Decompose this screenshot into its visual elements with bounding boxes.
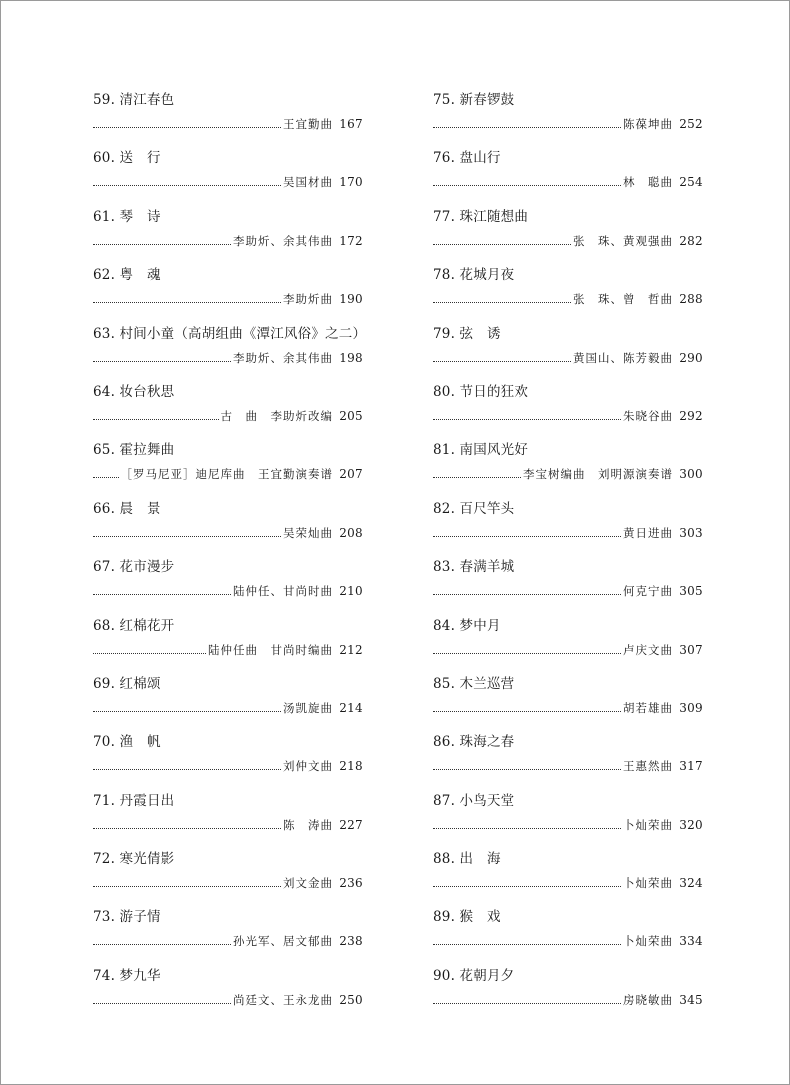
entry-title: 82. 百尺竿头	[433, 500, 515, 517]
dot-leader	[93, 594, 231, 595]
entry-credit: 刘仲文曲	[283, 759, 333, 774]
entry-title: 83. 春满羊城	[433, 559, 515, 576]
entry-page: 205	[339, 408, 363, 423]
toc-entry	[93, 267, 363, 325]
entry-title: 74. 梦九华	[93, 967, 161, 984]
entry-credit: 李宝树编曲 刘明源演奏谱	[523, 467, 673, 482]
dot-leader	[433, 828, 621, 829]
dot-leader	[433, 127, 621, 128]
entry-page: 309	[679, 700, 703, 715]
entry-title: 77. 珠江随想曲	[433, 208, 529, 225]
entry-credit: 陈 涛曲	[283, 817, 333, 832]
toc-entry	[433, 851, 703, 909]
entry-page: 208	[339, 525, 363, 540]
entry-page: 172	[339, 233, 363, 248]
dot-leader	[93, 477, 119, 478]
entry-title: 59. 清江春色	[93, 92, 175, 108]
dot-leader	[433, 419, 621, 420]
entry-credit: 黄日进曲	[623, 525, 673, 540]
dot-leader	[93, 769, 281, 770]
dot-leader	[93, 1003, 231, 1004]
dot-leader	[433, 302, 571, 303]
toc-entry	[93, 968, 363, 1026]
toc-column-right	[433, 92, 703, 1026]
entry-credit: 刘文金曲	[283, 876, 333, 891]
entry-title: 68. 红棉花开	[93, 617, 175, 634]
toc-column-left	[93, 92, 367, 1026]
entry-title: 63. 村间小童（高胡组曲《潭江风俗》之二）	[93, 325, 367, 342]
dot-leader	[433, 944, 621, 945]
entry-credit: 卜灿荣曲	[623, 934, 673, 949]
dot-leader	[93, 244, 231, 245]
entry-title: 65. 霍拉舞曲	[93, 442, 175, 459]
dot-leader	[433, 477, 521, 478]
toc-entry	[433, 150, 703, 208]
toc-entry	[433, 501, 703, 559]
entry-credit: 黄国山、陈芳毅曲	[573, 350, 673, 365]
entry-page: 198	[339, 350, 363, 365]
toc-entry	[433, 442, 703, 500]
dot-leader	[93, 653, 206, 654]
toc-entry	[93, 618, 363, 676]
entry-title: 72. 寒光倩影	[93, 851, 175, 868]
entry-page: 207	[339, 467, 363, 482]
toc-entry	[433, 793, 703, 851]
entry-title: 79. 弦 诱	[433, 325, 501, 342]
dot-leader	[433, 361, 571, 362]
entry-title: 70. 渔 帆	[93, 734, 161, 751]
entry-credit: 卜灿荣曲	[623, 876, 673, 891]
toc-entry	[93, 501, 363, 559]
entry-page: 218	[339, 759, 363, 774]
toc-entry	[93, 442, 363, 500]
entry-credit: 张 珠、曾 哲曲	[573, 292, 673, 307]
entry-title: 64. 妆台秋思	[93, 383, 175, 400]
entry-title: 80. 节日的狂欢	[433, 383, 529, 400]
entry-title: 88. 出 海	[433, 851, 501, 868]
entry-credit: 张 珠、黄观强曲	[573, 233, 673, 248]
entry-page: 250	[339, 992, 363, 1007]
entry-credit: 何克宁曲	[623, 584, 673, 599]
toc-entry	[93, 325, 367, 384]
toc-entry	[433, 968, 703, 1026]
entry-page: 227	[339, 817, 363, 832]
entry-title: 85. 木兰巡营	[433, 675, 515, 692]
toc-entry	[93, 209, 363, 267]
dot-leader	[433, 886, 621, 887]
toc-entry	[93, 150, 363, 208]
entry-page: 324	[679, 876, 703, 891]
entry-page: 300	[679, 467, 703, 482]
entry-title: 62. 粤 魂	[93, 267, 161, 284]
entry-credit: 卜灿荣曲	[623, 817, 673, 832]
dot-leader	[93, 302, 281, 303]
dot-leader	[93, 536, 281, 537]
entry-credit: 林 聪曲	[623, 175, 673, 190]
entry-title: 61. 琴 诗	[93, 208, 161, 225]
dot-leader	[93, 361, 231, 362]
toc-entry	[93, 909, 363, 967]
toc-entry	[93, 676, 363, 734]
dot-leader	[433, 711, 621, 712]
toc-entry	[433, 209, 703, 267]
entry-title: 86. 珠海之春	[433, 734, 515, 751]
dot-leader	[93, 828, 281, 829]
entry-title: 75. 新春锣鼓	[433, 92, 515, 108]
entry-credit: 胡若雄曲	[623, 700, 673, 715]
dot-leader	[433, 185, 621, 186]
entry-credit: 朱晓谷曲	[623, 408, 673, 423]
entry-page: 190	[339, 292, 363, 307]
toc-entry	[93, 384, 363, 442]
entry-page: 305	[679, 584, 703, 599]
entry-title: 87. 小鸟天堂	[433, 792, 515, 809]
toc-entry	[93, 734, 363, 792]
entry-page: 252	[679, 117, 703, 131]
toc-entry	[433, 909, 703, 967]
toc-entry	[433, 618, 703, 676]
entry-page: 345	[679, 992, 703, 1007]
entry-page: 210	[339, 584, 363, 599]
dot-leader	[93, 944, 231, 945]
entry-credit: 李助炘曲	[283, 292, 333, 307]
toc-entry	[433, 384, 703, 442]
entry-page: 236	[339, 876, 363, 891]
entry-credit: 王惠然曲	[623, 759, 673, 774]
toc-entry	[93, 793, 363, 851]
dot-leader	[93, 127, 281, 128]
entry-title: 66. 晨 景	[93, 500, 161, 517]
entry-page: 307	[679, 642, 703, 657]
entry-page: 334	[679, 934, 703, 949]
entry-title: 78. 花城月夜	[433, 267, 515, 284]
entry-page: 282	[679, 233, 703, 248]
entry-page: 212	[339, 642, 363, 657]
entry-title: 73. 游子情	[93, 909, 161, 926]
toc-entry	[433, 734, 703, 792]
entry-page: 170	[339, 175, 363, 190]
entry-page: 214	[339, 700, 363, 715]
entry-page: 317	[679, 759, 703, 774]
entry-title: 69. 红棉颂	[93, 675, 161, 692]
entry-credit: ［罗马尼亚］迪尼库曲 王宜勤演奏谱	[120, 467, 333, 482]
entry-credit: 陈葆坤曲	[623, 117, 673, 131]
entry-title: 89. 猴 戏	[433, 909, 501, 926]
toc-entry	[433, 267, 703, 325]
entry-credit: 尚廷文、王永龙曲	[233, 992, 333, 1007]
entry-credit: 卢庆文曲	[623, 642, 673, 657]
entry-page: 303	[679, 525, 703, 540]
entry-page: 254	[679, 175, 703, 190]
entry-credit: 李助炘、余其伟曲	[233, 350, 333, 365]
dot-leader	[93, 711, 281, 712]
entry-page: 292	[679, 408, 703, 423]
entry-title: 90. 花朝月夕	[433, 967, 515, 984]
toc-entry	[93, 92, 363, 150]
entry-credit: 陆仲任曲 甘尚时编曲	[208, 642, 333, 657]
dot-leader	[93, 419, 219, 420]
entry-credit: 吴荣灿曲	[283, 525, 333, 540]
toc-entry	[93, 559, 363, 617]
toc-entry	[433, 326, 703, 384]
entry-credit: 汤凯旋曲	[283, 700, 333, 715]
dot-leader	[93, 886, 281, 887]
entry-credit: 陆仲任、甘尚时曲	[233, 584, 333, 599]
entry-title: 81. 南国风光好	[433, 442, 529, 459]
toc-entry	[433, 559, 703, 617]
entry-page: 238	[339, 934, 363, 949]
dot-leader	[433, 653, 621, 654]
entry-credit: 吴国材曲	[283, 175, 333, 190]
dot-leader	[433, 1003, 621, 1004]
toc-entry	[433, 676, 703, 734]
entry-page: 167	[339, 117, 363, 131]
entry-credit: 房晓敏曲	[623, 992, 673, 1007]
entry-credit: 古 曲 李助炘改编	[220, 408, 333, 423]
entry-credit: 王宜勤曲	[283, 117, 333, 131]
entry-title: 67. 花市漫步	[93, 559, 175, 576]
dot-leader	[433, 594, 621, 595]
dot-leader	[93, 185, 281, 186]
entry-credit: 李助炘、余其伟曲	[233, 233, 333, 248]
dot-leader	[433, 244, 571, 245]
entry-title: 60. 送 行	[93, 150, 161, 167]
entry-page: 290	[679, 350, 703, 365]
dot-leader	[433, 769, 621, 770]
dot-leader	[433, 536, 621, 537]
entry-title: 76. 盘山行	[433, 150, 501, 167]
entry-page: 320	[679, 817, 703, 832]
entry-credit: 孙光军、居文郁曲	[233, 934, 333, 949]
toc-entry	[433, 92, 703, 150]
entry-title: 84. 梦中月	[433, 617, 501, 634]
entry-title: 71. 丹霞日出	[93, 792, 175, 809]
entry-page: 288	[679, 292, 703, 307]
toc-entry	[93, 851, 363, 909]
